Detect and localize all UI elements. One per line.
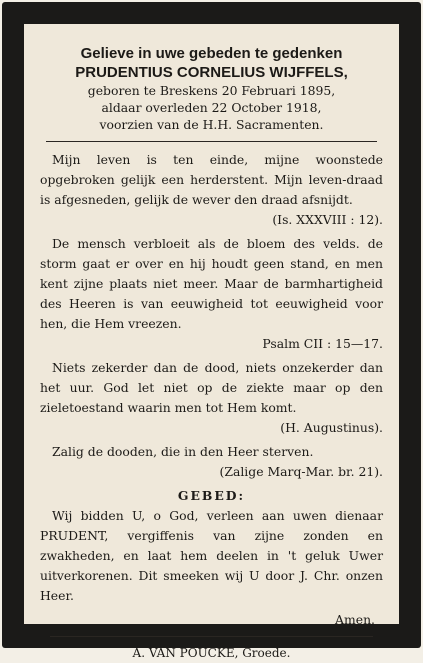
header-line: Gelieve in uwe gebeden te gedenken: [80, 45, 343, 62]
prayer-heading: GEBED:: [177, 488, 246, 503]
memorial-card: [2, 2, 421, 660]
death-line: aldaar overleden 22 October 1918,: [101, 100, 322, 115]
verse-3-text: Niets zekerder dan de dood, niets onzekerder dan het uur. God let niet op de ziekte maar op den zieletoestand waarin men tot Hem komt.: [40, 360, 383, 415]
birth-line: geboren te Breskens 20 Februari 1895,: [87, 83, 336, 98]
bottom-divider: [50, 636, 373, 637]
printer-credit: A. VAN POUCKE, Groede.: [132, 646, 291, 660]
verse-4-text: Zalig de dooden, die in den Heer sterven.: [52, 444, 314, 459]
verse-2-ref: Psalm CII : 15—17.: [262, 336, 383, 351]
card-body: [24, 24, 399, 660]
verse-1-ref: (Is. XXXVIII : 12).: [272, 212, 383, 227]
divider: [46, 141, 377, 142]
amen: Amen.: [335, 612, 375, 627]
verse-4-ref: (Zalige Marq-Mar. br. 21).: [219, 464, 383, 479]
verse-2-text: De mensch verbloeit als de bloem des velds. de storm gaat er over en hij houdt geen stand, en men kent zijne plaats niet meer. Maar de barmhartigheid des Heeren is van eeuwigheid tot eeuwigheid voor hen, die Hem vreezen.: [40, 236, 383, 331]
verse-1: [40, 150, 383, 230]
verse-4: [40, 442, 383, 482]
verse-1-text: Mijn leven is ten einde, mijne woonstede opgebroken gelijk een herderstent. Mijn leven-draad is afgesneden, gelijk de wever den draad afsnijdt.: [40, 152, 383, 207]
sacraments-line: voorzien van de H.H. Sacramenten.: [99, 117, 324, 132]
deceased-name: PRUDENTIUS CORNELIUS WIJFFELS,: [75, 64, 348, 81]
prayer-text: Wij bidden U, o God, verleen aan uwen dienaar PRUDENT, vergiffenis van zijne zonden en zwakheden, en laat hem deelen in 't geluk Uwer uitverkorenen. Dit smeeken wij U door J. Chr. onzen Heer.: [40, 508, 383, 603]
verse-3: [40, 358, 383, 438]
verse-3-ref: (H. Augustinus).: [280, 420, 383, 435]
verse-2: [40, 234, 383, 354]
card-header: [40, 44, 383, 133]
